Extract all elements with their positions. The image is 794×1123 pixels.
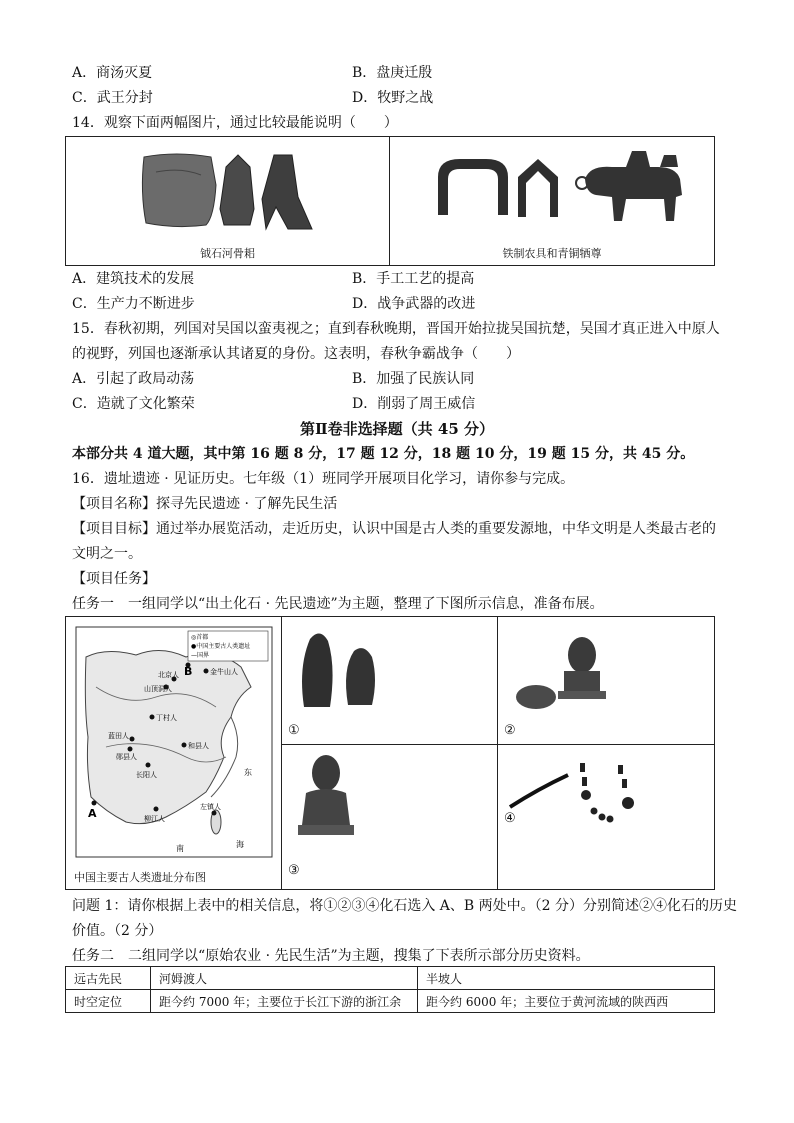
- section2-desc: 本部分共 4 道大题，其中第 16 题 8 分，17 题 12 分，18 题 10 分，19 题 15 分，共 45 分。: [72, 446, 695, 462]
- q15-option-d: D．削弱了周王威信: [352, 396, 476, 412]
- map-label-shandingdong: 山顶洞人: [144, 685, 172, 693]
- map-label-dong: 东: [244, 768, 252, 777]
- q16-stem: 16．遗址遗迹 · 见证历史。七年级（1）班同学开展项目化学习，请你参与完成。: [72, 471, 575, 487]
- q14-option-c: C．生产力不断进步: [72, 296, 195, 312]
- map-label-zuozhen: 左镇人: [200, 803, 221, 811]
- q16-goal-line2: 文明之一。: [72, 546, 142, 562]
- map-legend-capital: ◎首都: [191, 634, 209, 641]
- section2-title: 第Ⅱ卷非选择题（共 45 分）: [300, 420, 494, 438]
- map-label-hexian: 和县人: [188, 742, 209, 750]
- task2-table: [65, 966, 715, 1013]
- fossil-label-2: ②: [504, 723, 516, 738]
- map-legend-sites: ●中国主要古人类遗址: [191, 643, 251, 650]
- q16-project-name: 【项目名称】探寻先民遗迹 · 了解先民生活: [72, 496, 338, 512]
- iron-tools-bronze-vessel-image: [390, 137, 714, 247]
- fossil-cell-2: [498, 617, 714, 745]
- table-header-row: [66, 967, 715, 990]
- q13-option-b: B．盘庚迁殷: [352, 65, 433, 81]
- reconstructed-bust-image: [282, 745, 498, 855]
- table-header-cell: 远古先民: [66, 967, 151, 990]
- map-label-a: A: [88, 807, 97, 820]
- q14-figure: [65, 136, 715, 266]
- q13-option-c: C．武王分封: [72, 90, 153, 106]
- map-label-b: B: [184, 665, 193, 678]
- table-cell: 距今约 6000 年；主要位于黄河流域的陕西西: [418, 990, 715, 1013]
- fossil-label-4: ④: [504, 811, 516, 826]
- q16-task-header: 【项目任务】: [72, 571, 156, 587]
- map-label-changyang: 长阳人: [136, 771, 157, 779]
- q14-figure-right: [390, 137, 714, 265]
- q14-caption-left: 钺石河骨耜: [200, 247, 255, 260]
- q14-figure-left: [66, 137, 390, 265]
- map-label-beijing: 北京人: [158, 671, 179, 679]
- q15-option-a: A．引起了政局动荡: [72, 371, 195, 387]
- q16-question1-line2: 价值。（2 分）: [72, 923, 163, 939]
- fossil-teeth-image: [282, 617, 498, 717]
- q14-option-b: B．手工工艺的提高: [352, 271, 475, 287]
- map-label-liujiang: 柳江人: [144, 815, 165, 823]
- q16-goal-line1: 【项目目标】通过举办展览活动，走近历史，认识中国是古人类的重要发源地，中华文明是人类最古老的: [72, 521, 716, 537]
- table-cell: 距今约 7000 年；主要位于长江下游的浙江余: [151, 990, 418, 1013]
- stone-bone-tools-image: [66, 137, 390, 247]
- q15-option-c: C．造就了文化繁荣: [72, 396, 195, 412]
- q16-task2: 任务二 二组同学以“原始农业 · 先民生活”为主题，搜集了下表所示部分历史资料。: [72, 948, 590, 964]
- bone-needle-ornaments-image: [498, 745, 714, 855]
- map-label-jinniushan: 金牛山人: [210, 668, 238, 676]
- q15-stem-line2: 的视野，列国也逐渐承认其诸夏的身份。这表明，春秋争霸战争（ ）: [72, 346, 520, 362]
- q16-task1: 任务一 一组同学以“出土化石 · 先民遗迹”为主题，整理了下图所示信息，准备布展。: [72, 596, 604, 612]
- table-cell: 时空定位: [66, 990, 151, 1013]
- map-cell: [66, 617, 282, 889]
- map-legend-border: —国界: [191, 652, 210, 659]
- fossil-label-1: ①: [288, 723, 300, 738]
- q15-stem-line1: 15．春秋初期，列国对吴国以蛮夷视之；直到春秋晚期，晋国开始拉拢吴国抗楚，吴国才真正进入中原人: [72, 321, 720, 337]
- table-header-cell: 半坡人: [418, 967, 715, 990]
- fossil-cell-3: [282, 745, 498, 889]
- q14-stem: 14．观察下面两幅图片，通过比较最能说明（ ）: [72, 115, 398, 131]
- map-label-hai: 海: [236, 840, 244, 849]
- map-label-dingcun: 丁村人: [156, 714, 177, 722]
- q14-option-a: A．建筑技术的发展: [72, 271, 195, 287]
- q13-option-d: D．牧野之战: [352, 90, 434, 106]
- map-label-yunxian: 郧县人: [116, 753, 137, 761]
- q14-caption-right: 铁制农具和青铜牺尊: [502, 247, 602, 260]
- fossil-cell-4: [498, 745, 714, 889]
- fossil-label-3: ③: [288, 863, 300, 878]
- fossil-cell-1: [282, 617, 498, 745]
- ancient-sites-map: [66, 617, 282, 862]
- table-header-cell: 河姆渡人: [151, 967, 418, 990]
- task1-figure: [65, 616, 715, 890]
- q15-option-b: B．加强了民族认同: [352, 371, 475, 387]
- skull-bust-image: [498, 617, 714, 717]
- table-row: [66, 990, 715, 1013]
- q13-option-a: A．商汤灭夏: [72, 65, 153, 81]
- q14-option-d: D．战争武器的改进: [352, 296, 476, 312]
- map-caption: 中国主要古人类遗址分布图: [74, 871, 206, 884]
- map-label-lantian: 蓝田人: [108, 732, 129, 740]
- q16-question1-line1: 问题 1：请你根据上表中的相关信息，将①②③④化石选入 A、B 两处中。（2 分）分别简述②④化石的历史: [72, 898, 738, 914]
- map-label-nan: 南: [176, 844, 184, 853]
